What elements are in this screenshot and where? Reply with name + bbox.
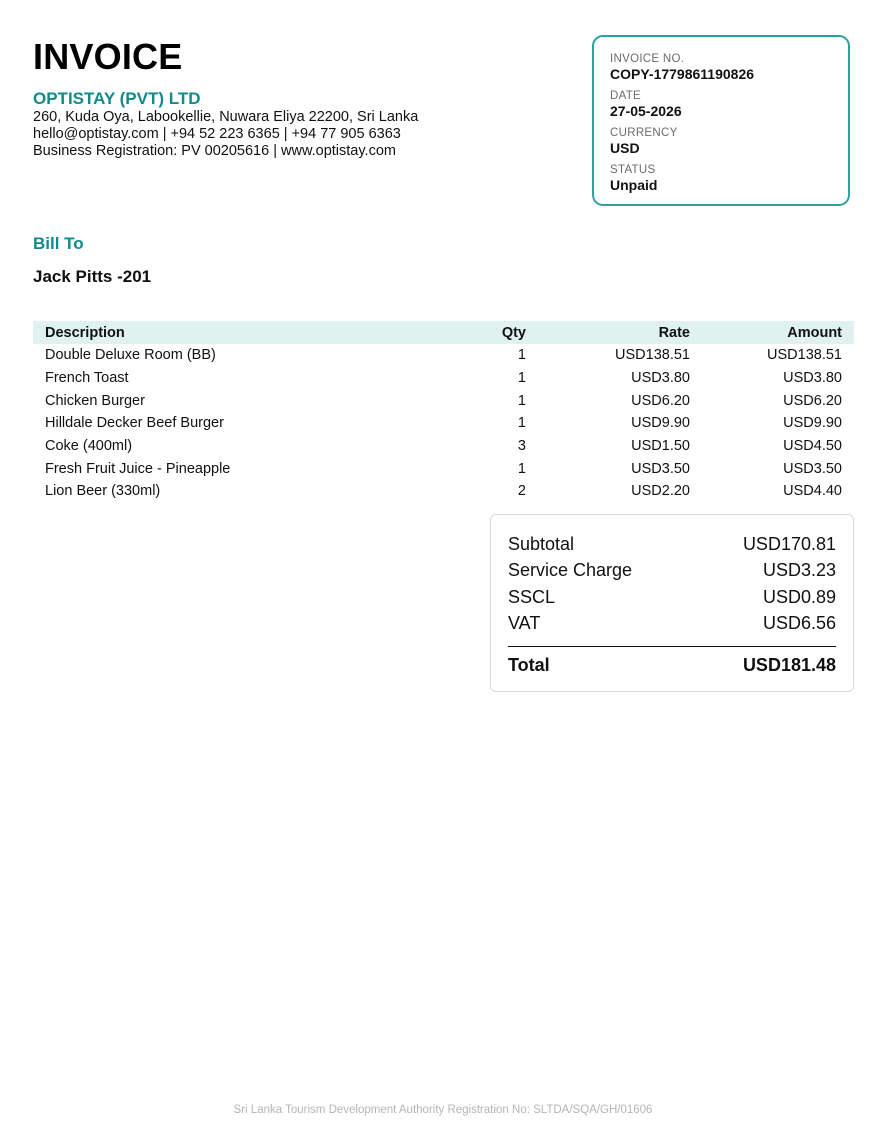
header-qty: Qty (445, 321, 526, 344)
item-rate: USD3.80 (631, 370, 690, 387)
item-amount: USD3.80 (783, 370, 842, 387)
vat-row (508, 610, 836, 636)
header-description: Description (33, 321, 445, 344)
total-label: Total (508, 655, 550, 676)
subtotal-row (508, 531, 836, 557)
invoice-items-table (33, 321, 854, 503)
item-rate: USD138.51 (615, 347, 690, 364)
table-header-row (33, 321, 854, 344)
invoice-date-item (610, 90, 848, 119)
item-qty: 1 (517, 460, 526, 477)
item-rate: USD1.50 (631, 438, 690, 455)
sscl-label: SSCL (508, 586, 556, 607)
footer-registration: Sri Lanka Tourism Development Authority Registration No: SLTDA/SQA/GH/01606 (233, 1104, 653, 1116)
invoice-status-label: STATUS (610, 164, 656, 176)
item-description: French Toast (45, 370, 129, 387)
company-details (33, 109, 418, 160)
item-description: Double Deluxe Room (BB) (45, 347, 216, 364)
item-rate: USD3.50 (631, 460, 690, 477)
item-amount: USD6.20 (783, 392, 842, 409)
total-row (508, 655, 836, 676)
table-row (33, 457, 854, 480)
company-registration: Business Registration: PV 00205616 | www.optistay.com (33, 143, 396, 159)
item-amount: USD138.51 (767, 347, 842, 364)
item-rate: USD9.90 (631, 415, 690, 432)
item-amount: USD4.40 (783, 483, 842, 500)
service-charge-label: Service Charge (508, 560, 633, 581)
invoice-date-value: 27-05-2026 (610, 103, 682, 119)
invoice-number-value: COPY-1779861190826 (610, 66, 755, 82)
table-row (33, 435, 854, 458)
table-row (33, 412, 854, 435)
header-amount: Amount (690, 321, 854, 344)
invoice-date-label: DATE (610, 90, 642, 102)
item-qty: 1 (517, 392, 526, 409)
vat-label: VAT (508, 612, 541, 633)
invoice-meta-box (592, 35, 850, 206)
table-row (33, 344, 854, 367)
item-qty: 1 (517, 347, 526, 364)
sscl-value: USD0.89 (762, 586, 836, 607)
service-charge-row (508, 557, 836, 583)
item-qty: 3 (517, 438, 526, 455)
invoice-status-item (610, 164, 848, 193)
item-rate: USD6.20 (631, 392, 690, 409)
invoice-currency-value: USD (610, 140, 640, 156)
invoice-status-value: Unpaid (610, 177, 658, 193)
item-description: Coke (400ml) (45, 438, 133, 455)
company-name: OPTISTAY (PVT) LTD (33, 89, 201, 108)
item-amount: USD4.50 (783, 438, 842, 455)
total-value: USD181.48 (742, 655, 836, 676)
item-amount: USD9.90 (783, 415, 842, 432)
item-qty: 1 (517, 370, 526, 387)
invoice-currency-item (610, 127, 848, 156)
vat-value: USD6.56 (762, 612, 836, 633)
item-description: Fresh Fruit Juice - Pineapple (45, 460, 231, 477)
subtotal-label: Subtotal (508, 534, 575, 554)
item-description: Lion Beer (330ml) (45, 483, 161, 500)
company-contact: hello@optistay.com | +94 52 223 6365 | +94 77 905 6363 (33, 126, 401, 142)
subtotal-value: USD170.81 (742, 534, 836, 554)
table-row (33, 367, 854, 390)
item-qty: 1 (517, 415, 526, 432)
header-rate: Rate (526, 321, 690, 344)
customer-name: Jack Pitts -201 (33, 267, 152, 286)
item-description: Chicken Burger (45, 392, 145, 409)
totals-box (490, 514, 854, 692)
service-charge-value: USD3.23 (762, 560, 836, 581)
item-description: Hilldale Decker Beef Burger (45, 415, 224, 432)
bill-to-heading: Bill To (33, 234, 84, 253)
sscl-row (508, 584, 836, 610)
item-rate: USD2.20 (631, 483, 690, 500)
item-qty: 2 (517, 483, 526, 500)
table-row (33, 389, 854, 412)
invoice-number-label: INVOICE NO. (610, 53, 685, 65)
invoice-title: INVOICE (33, 36, 183, 77)
invoice-number-item (610, 53, 848, 82)
invoice-currency-label: CURRENCY (610, 127, 678, 139)
item-amount: USD3.50 (783, 460, 842, 477)
totals-divider (508, 646, 836, 647)
company-address: 260, Kuda Oya, Labookellie, Nuwara Eliya 22200, Sri Lanka (33, 109, 419, 125)
table-row (33, 480, 854, 503)
